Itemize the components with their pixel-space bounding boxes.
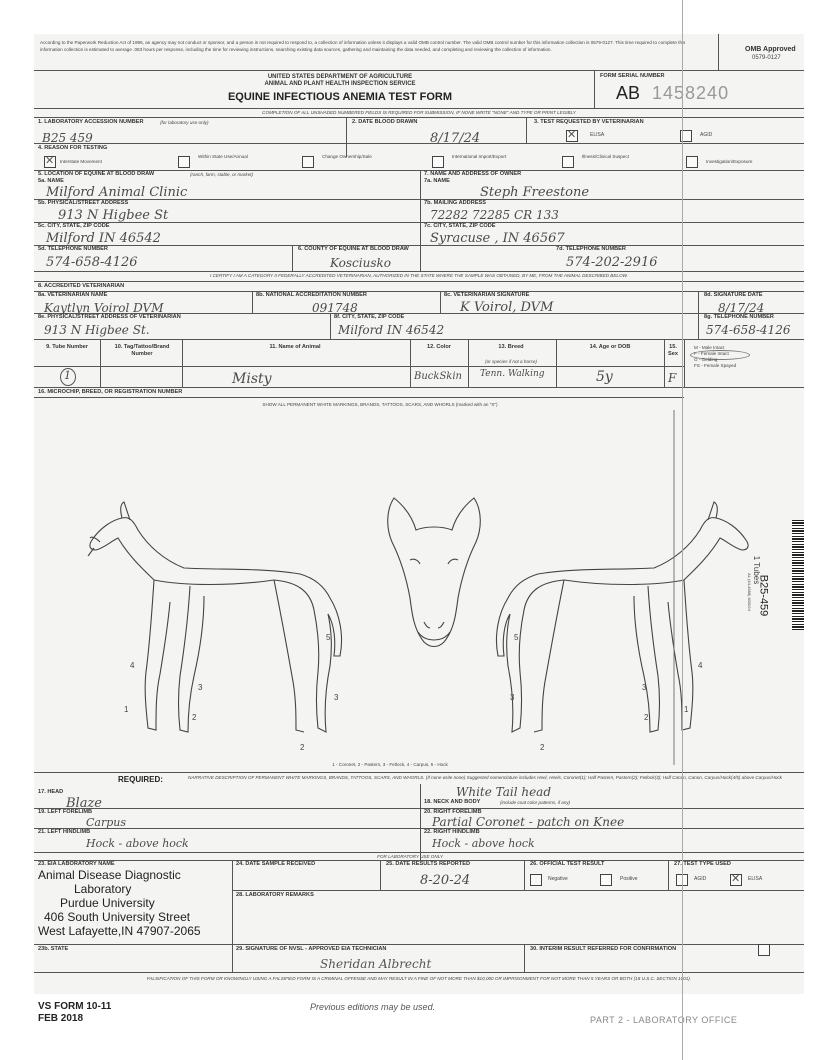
lab-line-4: 406 South University Street	[44, 910, 191, 924]
date-drawn-value[interactable]: 8/17/24	[430, 131, 481, 146]
svg-text:1: 1	[124, 705, 129, 714]
within-state-checkbox[interactable]	[178, 156, 190, 168]
negative-checkbox[interactable]	[530, 874, 542, 886]
form-date: FEB 2018	[38, 1013, 84, 1024]
col-animal-name: 11. Name of Animal	[269, 344, 321, 350]
fold-line	[682, 0, 683, 1060]
owner-name-label: 7a. NAME	[424, 178, 450, 184]
vet-address-label: 8e. PHYSICAL/STREET ADDRESS OF VETERINARIAN	[38, 314, 181, 320]
col-breed: 13. Breed	[498, 344, 524, 350]
date-reported-value[interactable]: 8-20-24	[420, 873, 471, 888]
right-forelimb-label: 20. RIGHT FORELIMB	[424, 809, 482, 815]
right-side-horse-drawing	[496, 502, 748, 732]
left-hindlimb-value[interactable]: Hock - above hock	[86, 837, 189, 850]
sex-key-f: F - Female Intact	[694, 351, 729, 356]
lab-use-only: FOR LABORATORY USE ONLY	[377, 854, 443, 859]
lab-line-1: Animal Disease Diagnostic	[38, 868, 181, 882]
right-hindlimb-label: 22. RIGHT HINDLIMB	[424, 829, 480, 835]
agid-requested-label: AGID	[700, 132, 713, 138]
interstate-checkbox[interactable]	[44, 156, 56, 168]
breed-value[interactable]: Tenn. Walking	[480, 369, 545, 379]
front-face-horse-drawing	[388, 498, 481, 647]
markings-instruction: SHOW ALL PERMANENT WHITE MARKINGS, BRANDS, TATTOOS, SCARS, AND WHORLS (marked with an "X")	[262, 402, 498, 407]
svg-text:3: 3	[642, 683, 647, 692]
head-label: 17. HEAD	[38, 789, 64, 795]
left-forelimb-label: 19. LEFT FORELIMB	[38, 809, 93, 815]
age-value[interactable]: 5y	[596, 369, 613, 385]
accreditation-value[interactable]: 091748	[312, 301, 358, 315]
elisa-requested-label: ELISA	[590, 132, 605, 138]
vet-name-label: 8a. VETERINARIAN NAME	[38, 292, 108, 298]
county-label: 6. COUNTY OF EQUINE AT BLOOD DRAW	[298, 246, 409, 252]
left-hindlimb-label: 21. LEFT HINDLIMB	[38, 829, 91, 835]
reason-label: 4. REASON FOR TESTING	[38, 145, 108, 151]
county-value[interactable]: Kosciusko	[330, 256, 391, 270]
col-breed-note: (or species if not a horse)	[485, 359, 537, 364]
lab-accession-note: (for laboratory use only)	[160, 120, 209, 125]
svg-text:3: 3	[510, 693, 515, 702]
lab-accession-value[interactable]: B25 459	[42, 131, 93, 145]
reason-interstate: Interstate Movement	[60, 159, 102, 164]
head-value[interactable]: Blaze	[66, 796, 103, 811]
sticker-tubes: 1 Tubes	[752, 555, 762, 585]
test-requested-label: 3. TEST REQUESTED BY VETERINARIAN	[534, 119, 644, 125]
vet-phone-label: 8g. TELEPHONE NUMBER	[704, 314, 774, 320]
sticker-accession: B25-459	[757, 574, 770, 617]
col-color: 12. Color	[427, 344, 451, 350]
horse-diagram	[34, 410, 804, 765]
part-label: PART 2 - LABORATORY OFFICE	[590, 1015, 738, 1025]
sticker-tiny: AL (44-4688) 8/20/24	[746, 573, 752, 611]
col-tube-number: 9. Tube Number	[46, 344, 88, 350]
signature-date-label: 8d. SIGNATURE DATE	[704, 292, 763, 298]
elisa-used-checkbox[interactable]	[730, 874, 742, 886]
owner-label: 7. NAME AND ADDRESS OF OWNER	[424, 171, 522, 177]
date-drawn-label: 2. DATE BLOOD DRAWN	[352, 119, 418, 125]
tube-number-value[interactable]: 1	[64, 369, 71, 382]
investigation-checkbox[interactable]	[686, 156, 698, 168]
location-phone-value[interactable]: 574-658-4126	[46, 255, 138, 270]
animal-name-value[interactable]: Misty	[232, 371, 272, 387]
color-value[interactable]: BuckSkin	[414, 371, 462, 382]
required-label: REQUIRED:	[118, 775, 163, 784]
location-city-value[interactable]: Milford IN 46542	[46, 231, 161, 246]
owner-name-value[interactable]: Steph Freestone	[480, 185, 590, 200]
serial-prefix: AB	[616, 83, 641, 103]
date-reported-label: 25. DATE RESULTS REPORTED	[386, 861, 471, 867]
reason-international: International Import/Export	[452, 154, 507, 159]
neck-body-label: 18. NECK AND BODY	[424, 799, 481, 805]
previous-editions: Previous editions may be used.	[310, 1002, 436, 1012]
sex-value[interactable]: F	[668, 371, 677, 385]
certify-statement: I CERTIFY I AM A CATEGORY II FEDERALLY ACCREDITED VETERINARIAN, AUTHORIZED IN THE STATE WHERE THE SAMPLE WAS OBTAINED, BY ME, FROM THE ANIMAL DESCRIBED BELOW.	[210, 273, 628, 278]
omb-approved: OMB Approved	[745, 46, 796, 53]
location-street-label: 5b. PHYSICAL/STREET ADDRESS	[38, 200, 129, 206]
elisa-requested-checkbox[interactable]	[566, 130, 578, 142]
svg-text:1: 1	[684, 705, 689, 714]
location-name-label: 5a. NAME	[38, 178, 64, 184]
international-checkbox[interactable]	[432, 156, 444, 168]
vet-section-label: 8. ACCREDITED VETERINARIAN	[38, 283, 125, 289]
paperwork-notice: According to the Paperwork Reduction Act of 1995, an agency may not conduct or sponsor, and a person is not required to respond to, a collection of information unless it displays a valid OMB control number. The valid OMB control number for this information collection is 0579-0127. This time required to complete this information collection is estimated to average .083 hours per response, including the time for reviewing instructions, searching existing data sources, gathering and maintaining the data needed, and completing and reviewing the collection of information.	[40, 40, 686, 52]
technician-signature-value[interactable]: Sheridan Albrecht	[320, 957, 432, 971]
accreditation-label: 8b. NATIONAL ACCREDITATION NUMBER	[256, 292, 367, 298]
lab-line-2: Laboratory	[74, 882, 132, 896]
serial-label: FORM SERIAL NUMBER	[600, 73, 665, 79]
positive-checkbox[interactable]	[600, 874, 612, 886]
omb-number: 0579-0127	[752, 55, 781, 61]
lab-name-label: 23. EIA LABORATORY NAME	[38, 861, 115, 867]
left-side-horse-drawing	[88, 502, 342, 732]
elisa-used-label: ELISA	[748, 876, 763, 882]
required-text: NARRATIVE DESCRIPTION OF PERMANENT WHITE MARKINGS, BRANDS, TATTOOS, SCARS, AND WHORLS. (If none write none) Suggested nomenclature includes Heel, Heels, Coronet(1); Half Pastern, Pastern(2); Fetlock(3); Half Canon, Canon, Carpus/Hock(4/5) above Carpus/Hock	[188, 775, 782, 780]
owner-city-value[interactable]: Syracuse , IN 46567	[430, 231, 565, 246]
neck-body-value[interactable]: White Tail head	[456, 785, 552, 799]
left-forelimb-value[interactable]: Carpus	[86, 816, 127, 829]
svg-text:4: 4	[130, 661, 135, 670]
svg-text:2: 2	[540, 743, 545, 752]
reason-within-state: Within State Use/Annual	[198, 154, 248, 159]
owner-phone-value[interactable]: 574-202-2916	[566, 255, 658, 270]
col-age: 14. Age or DOB	[589, 344, 631, 350]
location-name-value[interactable]: Milford Animal Clinic	[46, 185, 188, 200]
right-forelimb-value[interactable]: Partial Coronet - patch on Knee	[432, 815, 625, 829]
positive-label: Positive	[620, 876, 638, 882]
svg-text:3: 3	[334, 693, 339, 702]
reason-investigation: Investigation/Exposure	[706, 159, 753, 164]
sex-key-m: M - Male Intact	[694, 345, 725, 350]
form-number: VS FORM 10-11	[38, 1001, 112, 1012]
col-sex: 15. Sex	[668, 344, 678, 357]
vet-signature-value[interactable]: K Voirol, DVM	[460, 300, 554, 315]
location-city-label: 5c. CITY, STATE, ZIP CODE	[38, 223, 110, 229]
accession-barcode	[792, 520, 804, 630]
form-title: EQUINE INFECTIOUS ANEMIA TEST FORM	[227, 91, 453, 103]
technician-signature-label: 29. SIGNATURE OF NVSL - APPROVED EIA TECHNICIAN	[236, 946, 387, 952]
serial-number: 1458240	[652, 83, 730, 103]
location-phone-label: 5d. TELEPHONE NUMBER	[38, 246, 108, 252]
svg-text:2: 2	[644, 713, 649, 722]
negative-label: Negative	[548, 876, 568, 882]
svg-text:5: 5	[326, 633, 331, 642]
svg-text:4: 4	[698, 661, 703, 670]
test-type-label: 27. TEST TYPE USED	[674, 861, 731, 867]
reason-change-ownership: Change Ownership/Sale	[322, 154, 372, 159]
vet-address-value[interactable]: 913 N Higbee St.	[44, 323, 150, 337]
completion-note: COMPLETION OF ALL UNSHADED NUMBERED FIELDS IS REQUIRED FOR SUBMISSION, IF NONE WRITE "NONE" AND TYPE OR PRINT LEGIBLY	[262, 110, 576, 115]
lab-line-3: Purdue University	[60, 896, 155, 910]
service-name: ANIMAL AND PLANT HEALTH INSPECTION SERVICE	[264, 81, 416, 87]
dept-name: UNITED STATES DEPARTMENT OF AGRICULTURE	[267, 74, 413, 80]
illness-checkbox[interactable]	[562, 156, 574, 168]
sex-key-fs: FS - Female Spayed	[694, 363, 737, 368]
svg-text:2: 2	[192, 713, 197, 722]
neck-body-note: (include coat color patterns, if any)	[500, 800, 571, 805]
svg-text:2: 2	[300, 743, 305, 752]
interim-result-label: 30. INTERIM RESULT REFERRED FOR CONFIRMATION	[530, 946, 677, 952]
owner-address-label: 7b. MAILING ADDRESS	[424, 200, 486, 206]
interim-result-checkbox[interactable]	[758, 944, 770, 956]
location-label: 5. LOCATION OF EQUINE AT BLOOD DRAW	[38, 171, 155, 177]
col-tag-number: 10. Tag/Tattoo/Brand Number	[114, 344, 170, 357]
owner-address-value[interactable]: 72282 72285 CR 133	[430, 208, 559, 222]
change-ownership-checkbox[interactable]	[302, 156, 314, 168]
falsification-notice: FALSIFICATION OF THIS FORM OR KNOWINGLY USING A FALSIFIED FORM IS A CRIMINAL OFFENSE AND MAY RESULT IN A FINE OF NOT MORE THAN $10,000 OR IMPRISONMENT FOR NOT MORE THAN 5 YEARS OR BOTH (18 U.S.C. SECTION 1001).	[146, 976, 692, 981]
owner-phone-label: 7d. TELEPHONE NUMBER	[556, 246, 626, 252]
svg-text:5: 5	[514, 633, 519, 642]
sex-key-g: G - Gelding	[694, 357, 718, 362]
lab-line-5: West Lafayette,IN 47907-2065	[38, 924, 201, 938]
lab-remarks-label: 28. LABORATORY REMARKS	[236, 892, 314, 898]
svg-text:3: 3	[198, 683, 203, 692]
vet-city-label: 8f. CITY, STATE, ZIP CODE	[334, 314, 405, 320]
location-note: (ranch, farm, stable, or market)	[190, 172, 254, 177]
vet-signature-label: 8c. VETERINARIAN SIGNATURE	[444, 292, 530, 298]
leg-key: 1 - Coronet, 2 - Pastern, 3 - Fetlock, 4 - Carpus, 5 - Hock	[332, 762, 448, 767]
vet-phone-value[interactable]: 574-658-4126	[706, 323, 791, 337]
right-hindlimb-value[interactable]: Hock - above hock	[432, 837, 535, 850]
vet-city-value[interactable]: Milford IN 46542	[338, 323, 445, 337]
owner-city-label: 7c. CITY, STATE, ZIP CODE	[424, 223, 496, 229]
microchip-label: 16. MICROCHIP, BREED, OR REGISTRATION NUMBER	[38, 389, 183, 395]
reason-illness: Illness/Clinical Suspect	[582, 154, 629, 159]
date-received-label: 24. DATE SAMPLE RECEIVED	[236, 861, 316, 867]
lab-state-label: 23b. STATE	[38, 946, 69, 952]
location-street-value[interactable]: 913 N Higbee St	[58, 208, 169, 223]
lab-accession-label: 1. LABORATORY ACCESSION NUMBER	[38, 119, 144, 125]
vet-name-value[interactable]: Kaytlyn Voirol DVM	[44, 301, 164, 315]
signature-date-value[interactable]: 8/17/24	[718, 301, 765, 315]
agid-used-label: AGID	[694, 876, 707, 882]
official-result-label: 26. OFFICIAL TEST RESULT	[530, 861, 605, 867]
